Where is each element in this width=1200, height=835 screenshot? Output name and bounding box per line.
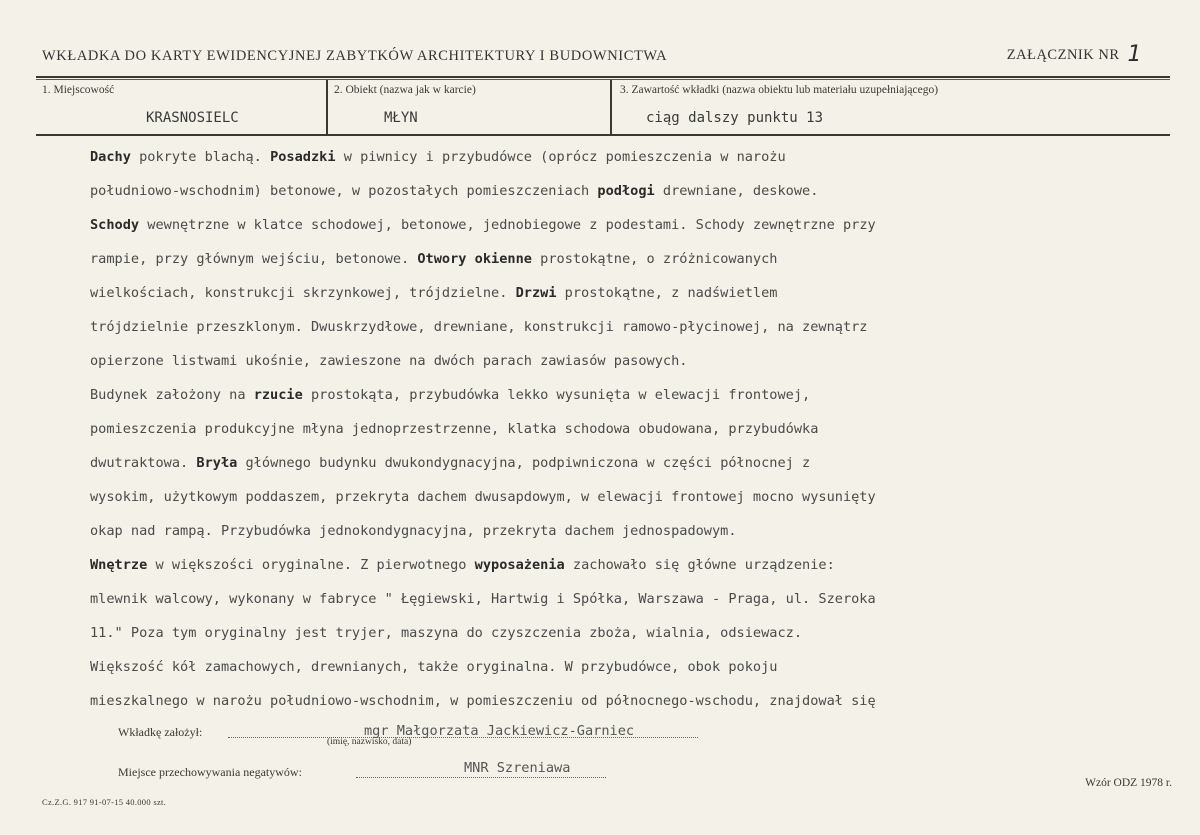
- text-segment: wielkościach, konstrukcji skrzynkowej, trójdzielne.: [90, 285, 516, 301]
- field-label-object: 2. Obiekt (nazwa jak w karcie): [334, 84, 476, 96]
- text-segment: mieszkalnego w narożu południowo-wschodnim, w pomieszczeniu od północnego-wschodu, znajdował się: [90, 693, 876, 709]
- text-line: [90, 212, 1170, 246]
- text-segment: wewnętrzne w klatce schodowej, betonowe, jednobiegowe z podestami. Schody zewnętrzne przy: [139, 217, 876, 233]
- text-segment: w większości oryginalne. Z pierwotnego: [147, 557, 475, 573]
- text-segment: mlewnik walcowy, wykonany w fabryce " Łęgiewski, Hartwig i Spółka, Warszawa - Praga, ul. Szeroka: [90, 591, 876, 607]
- created-by-value: mgr Małgorzata Jackiewicz-Garniec: [364, 723, 635, 739]
- text-line: [90, 382, 1170, 416]
- text-segment: pokryte blachą.: [130, 149, 271, 165]
- text-segment: opierzone listwami ukośnie, zawieszone na dwóch parach zawiasów pasowych.: [90, 353, 688, 369]
- text-line: [90, 654, 1170, 688]
- text-segment: dwutraktowa.: [90, 455, 197, 471]
- bold-heading-term: Posadzki: [270, 149, 336, 165]
- field-divider-2: [610, 80, 612, 134]
- text-line: [90, 280, 1170, 314]
- text-segment: wysokim, użytkowym poddaszem, przekryta dachem dwusapdowym, w elewacji frontowej mocno wysunięty: [90, 489, 876, 505]
- text-segment: głównego budynku dwukondygnacyjna, podpiwniczona w części północnej z: [237, 455, 811, 471]
- description-text: [90, 144, 1170, 722]
- text-line: [90, 484, 1170, 518]
- created-by-hint: (imię, nazwisko, data): [327, 737, 412, 747]
- text-line: [90, 586, 1170, 620]
- text-segment: 11." Poza tym oryginalny jest tryjer, maszyna do czyszczenia zboża, wialnia, odsiewacz.: [90, 625, 803, 641]
- text-line: [90, 416, 1170, 450]
- text-segment: rampie, przy głównym wejściu, betonowe.: [90, 251, 418, 267]
- print-info: Cz.Z.G. 917 91-07-15 40.000 szt.: [42, 797, 167, 807]
- negatives-location-label: Miejsce przechowywania negatywów:: [118, 765, 302, 779]
- text-segment: prostokątne, o zróżnicowanych: [531, 251, 778, 267]
- text-line: [90, 518, 1170, 552]
- annex-marker: [1006, 42, 1142, 67]
- form-reference: Wzór ODZ 1978 r.: [1085, 777, 1172, 789]
- text-segment: pomieszczenia produkcyjne młyna jednoprzestrzenne, klatka schodowa obudowana, przybudówka: [90, 421, 819, 437]
- text-line: [90, 314, 1170, 348]
- text-line: [90, 688, 1170, 722]
- text-segment: w piwnicy i przybudówce (oprócz pomieszczenia w narożu: [335, 149, 786, 165]
- negatives-location-dotted-line: [356, 777, 606, 778]
- field-divider-1: [326, 80, 328, 134]
- form-title: WKŁADKA DO KARTY EWIDENCYJNEJ ZABYTKÓW ARCHITEKTURY I BUDOWNICTWA: [42, 48, 668, 64]
- header-rule-bottom: [36, 134, 1170, 136]
- bold-heading-term: Dachy: [90, 149, 131, 165]
- text-segment: okap nad rampą. Przybudówka jednokondygnacyjna, przekryta dachem jednospadowym.: [90, 523, 737, 539]
- text-segment: południowo-wschodnim) betonowe, w pozostałych pomieszczeniach: [90, 183, 598, 199]
- field-value-content: ciąg dalszy punktu 13: [646, 110, 824, 126]
- text-segment: trójdzielnie przeszklonym. Dwuskrzydłowe, drewniane, konstrukcji ramowo-płycinowej, na zewnątrz: [90, 319, 868, 335]
- annex-label: ZAŁĄCZNIK NR: [1006, 47, 1120, 63]
- created-by-label: Wkładkę założył:: [118, 725, 203, 739]
- bold-heading-term: Drzwi: [515, 285, 557, 301]
- header-rule-top: [36, 76, 1170, 78]
- text-line: [90, 348, 1170, 382]
- bold-heading-term: rzucie: [253, 387, 303, 403]
- text-segment: prostokątne, z nadświetlem: [556, 285, 778, 301]
- text-segment: drewniane, deskowe.: [654, 183, 819, 199]
- text-line: [90, 552, 1170, 586]
- text-segment: Większość kół zamachowych, drewnianych, także oryginalna. W przybudówce, obok pokoju: [90, 659, 778, 675]
- field-label-content: 3. Zawartość wkładki (nazwa obiektu lub materiału uzupełniającego): [620, 84, 939, 96]
- bold-heading-term: podłogi: [597, 183, 655, 199]
- annex-number: 1: [1127, 42, 1142, 67]
- text-line: [90, 620, 1170, 654]
- bold-heading-term: Otwory okienne: [417, 251, 532, 267]
- text-line: [90, 144, 1170, 178]
- text-segment: prostokąta, przybudówka lekko wysunięta w elewacji frontowej,: [302, 387, 811, 403]
- text-line: [90, 450, 1170, 484]
- field-value-object: MŁYN: [384, 110, 418, 126]
- text-line: [90, 178, 1170, 212]
- field-value-locality: KRASNOSIELC: [146, 110, 239, 126]
- negatives-location-value: MNR Szreniawa: [464, 760, 571, 776]
- text-line: [90, 246, 1170, 280]
- bold-heading-term: Schody: [90, 217, 140, 233]
- field-label-locality: 1. Miejscowość: [42, 84, 115, 96]
- header-rule-top-inner: [36, 79, 1170, 80]
- text-segment: zachowało się główne urządzenie:: [564, 557, 835, 573]
- bold-heading-term: Bryła: [196, 455, 238, 471]
- bold-heading-term: wyposażenia: [474, 557, 565, 573]
- text-segment: Budynek założony na: [90, 387, 254, 403]
- bold-heading-term: Wnętrze: [90, 557, 148, 573]
